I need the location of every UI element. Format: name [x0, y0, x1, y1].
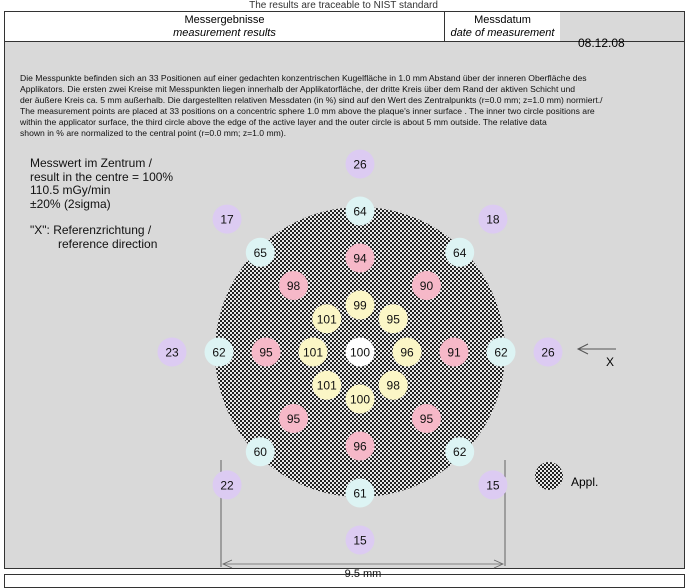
measurement-point-ring2: [279, 404, 308, 433]
measurement-point-ring2: [279, 271, 308, 300]
point-value: 95: [286, 411, 301, 426]
legend-label: Appl.: [571, 475, 599, 489]
point-value: 26: [353, 157, 367, 172]
measurement-point-ring4: [478, 470, 507, 499]
point-value: 17: [220, 212, 234, 227]
measurement-point-ring4: [213, 470, 242, 499]
reference-arrow: [578, 344, 616, 354]
point-value: 61: [353, 486, 367, 501]
measurement-point-ring2: [412, 404, 441, 433]
point-value: 98: [286, 279, 301, 294]
title-de: Messergebnisse: [184, 14, 265, 26]
point-value: 101: [316, 312, 337, 327]
measurement-point-ring4: [158, 338, 187, 367]
point-value: 101: [302, 345, 324, 360]
desc-line: within the applicator surface, the third circle above the edge of the active layer and the outer circle is about 5 mm outside. The relative data: [20, 117, 547, 127]
measurement-point-ring2: [412, 271, 441, 300]
measurement-point-ring2: [346, 244, 375, 273]
measurement-point-ring3: [246, 238, 275, 267]
measurement-point-ring1: [312, 371, 341, 400]
info-line: reference direction: [58, 236, 158, 251]
desc-line: shown in % are normalized to the central point (r=0.0 mm; z=1.0 mm).: [20, 128, 287, 138]
point-value: 26: [541, 345, 555, 360]
point-value: 100: [349, 392, 371, 407]
point-value: 15: [486, 478, 500, 493]
reference-label: X: [606, 355, 615, 369]
measurement-point-ring3: [346, 479, 375, 508]
point-value: 91: [447, 345, 461, 360]
measurement-point-ring1: [379, 304, 408, 333]
measurement-point-ring2: [440, 338, 469, 367]
point-value: 62: [212, 345, 226, 360]
point-value: 60: [253, 445, 267, 460]
info-line: "X": Referenzrichtung /: [30, 223, 152, 237]
point-value: 90: [419, 279, 434, 294]
point-value: 101: [316, 378, 337, 393]
desc-line: der äußere Kreis ca. 5 mm außerhalb. Die dargestellten relativen Messdaten (in %) sind auf den Wert des Zentralpunkts (r=0.0 mm; z=1.0 mm) normiert./: [20, 95, 603, 105]
point-value: 95: [386, 312, 400, 327]
measurement-point-ring1: [346, 385, 375, 414]
measurement-point-ring3: [205, 338, 234, 367]
info-line: result in the centre = 100%: [30, 169, 174, 184]
measurement-point-ring2: [346, 432, 375, 461]
point-value: 64: [453, 245, 467, 260]
measurement-point-ring4: [346, 526, 375, 555]
center-point: [346, 338, 375, 367]
desc-line: Applikators. Die ersten zwei Kreise mit Messpunkten liegen innerhalb der Applikatorfläche, der dritte Kreis über dem Rand der aktiven Schicht und: [20, 84, 576, 94]
info-line: Messwert im Zentrum /: [30, 156, 153, 170]
desc-line: The measurement points are placed at 33 positions on a concentric sphere 1.0 mm above the plaque's inner surface . The inner two circle positions are: [20, 106, 595, 116]
point-value: 65: [253, 245, 267, 260]
point-value: 94: [353, 251, 367, 266]
width-dimension: [223, 560, 503, 568]
point-value: 100: [349, 345, 371, 360]
measurement-point-ring4: [534, 338, 563, 367]
measurement-point-ring1: [379, 371, 408, 400]
traceability-note: The results are traceable to NIST standard: [249, 0, 438, 11]
point-value: 96: [400, 345, 414, 360]
point-value: 95: [259, 345, 273, 360]
width-label: 9.5 mm: [344, 568, 382, 580]
measurement-point-ring4: [478, 205, 507, 234]
measurement-point-ring3: [445, 238, 474, 267]
point-value: 62: [453, 445, 467, 460]
point-value: 95: [419, 411, 434, 426]
date-value: 08.12.08: [578, 36, 625, 50]
point-value: 22: [220, 478, 234, 493]
point-value: 62: [494, 345, 508, 360]
point-value: 98: [386, 378, 400, 393]
point-value: 15: [353, 533, 367, 548]
measurement-point-ring1: [393, 338, 422, 367]
measurement-point-ring4: [213, 205, 242, 234]
measurement-point-ring1: [346, 291, 375, 320]
point-value: 23: [165, 345, 179, 360]
measurement-point-ring1: [312, 304, 341, 333]
measurement-point-ring4: [346, 150, 375, 179]
point-value: 64: [353, 204, 367, 219]
desc-line: Die Messpunkte befinden sich an 33 Positionen auf einer gedachten konzentrischen Kugelfläche in 1.0 mm Abstand über der inneren Oberfläche des: [20, 73, 587, 83]
measurement-point-ring3: [246, 437, 275, 466]
measurement-point-ring2: [252, 338, 281, 367]
measurement-point-ring3: [346, 197, 375, 226]
point-value: 18: [486, 212, 500, 227]
point-value: 96: [353, 439, 367, 454]
applicator-legend-icon: [535, 462, 563, 490]
uncertainty: ±20% (2sigma): [30, 196, 111, 211]
point-value: 99: [353, 298, 367, 313]
measurement-point-ring3: [445, 437, 474, 466]
measurement-point-ring1: [299, 338, 328, 367]
date-label-en: date of measurement: [450, 27, 555, 39]
measurement-point-ring3: [487, 338, 516, 367]
dose-rate: 110.5 mGy/min: [30, 183, 111, 197]
date-label-de: Messdatum: [474, 14, 531, 26]
title-en: measurement results: [173, 27, 276, 39]
